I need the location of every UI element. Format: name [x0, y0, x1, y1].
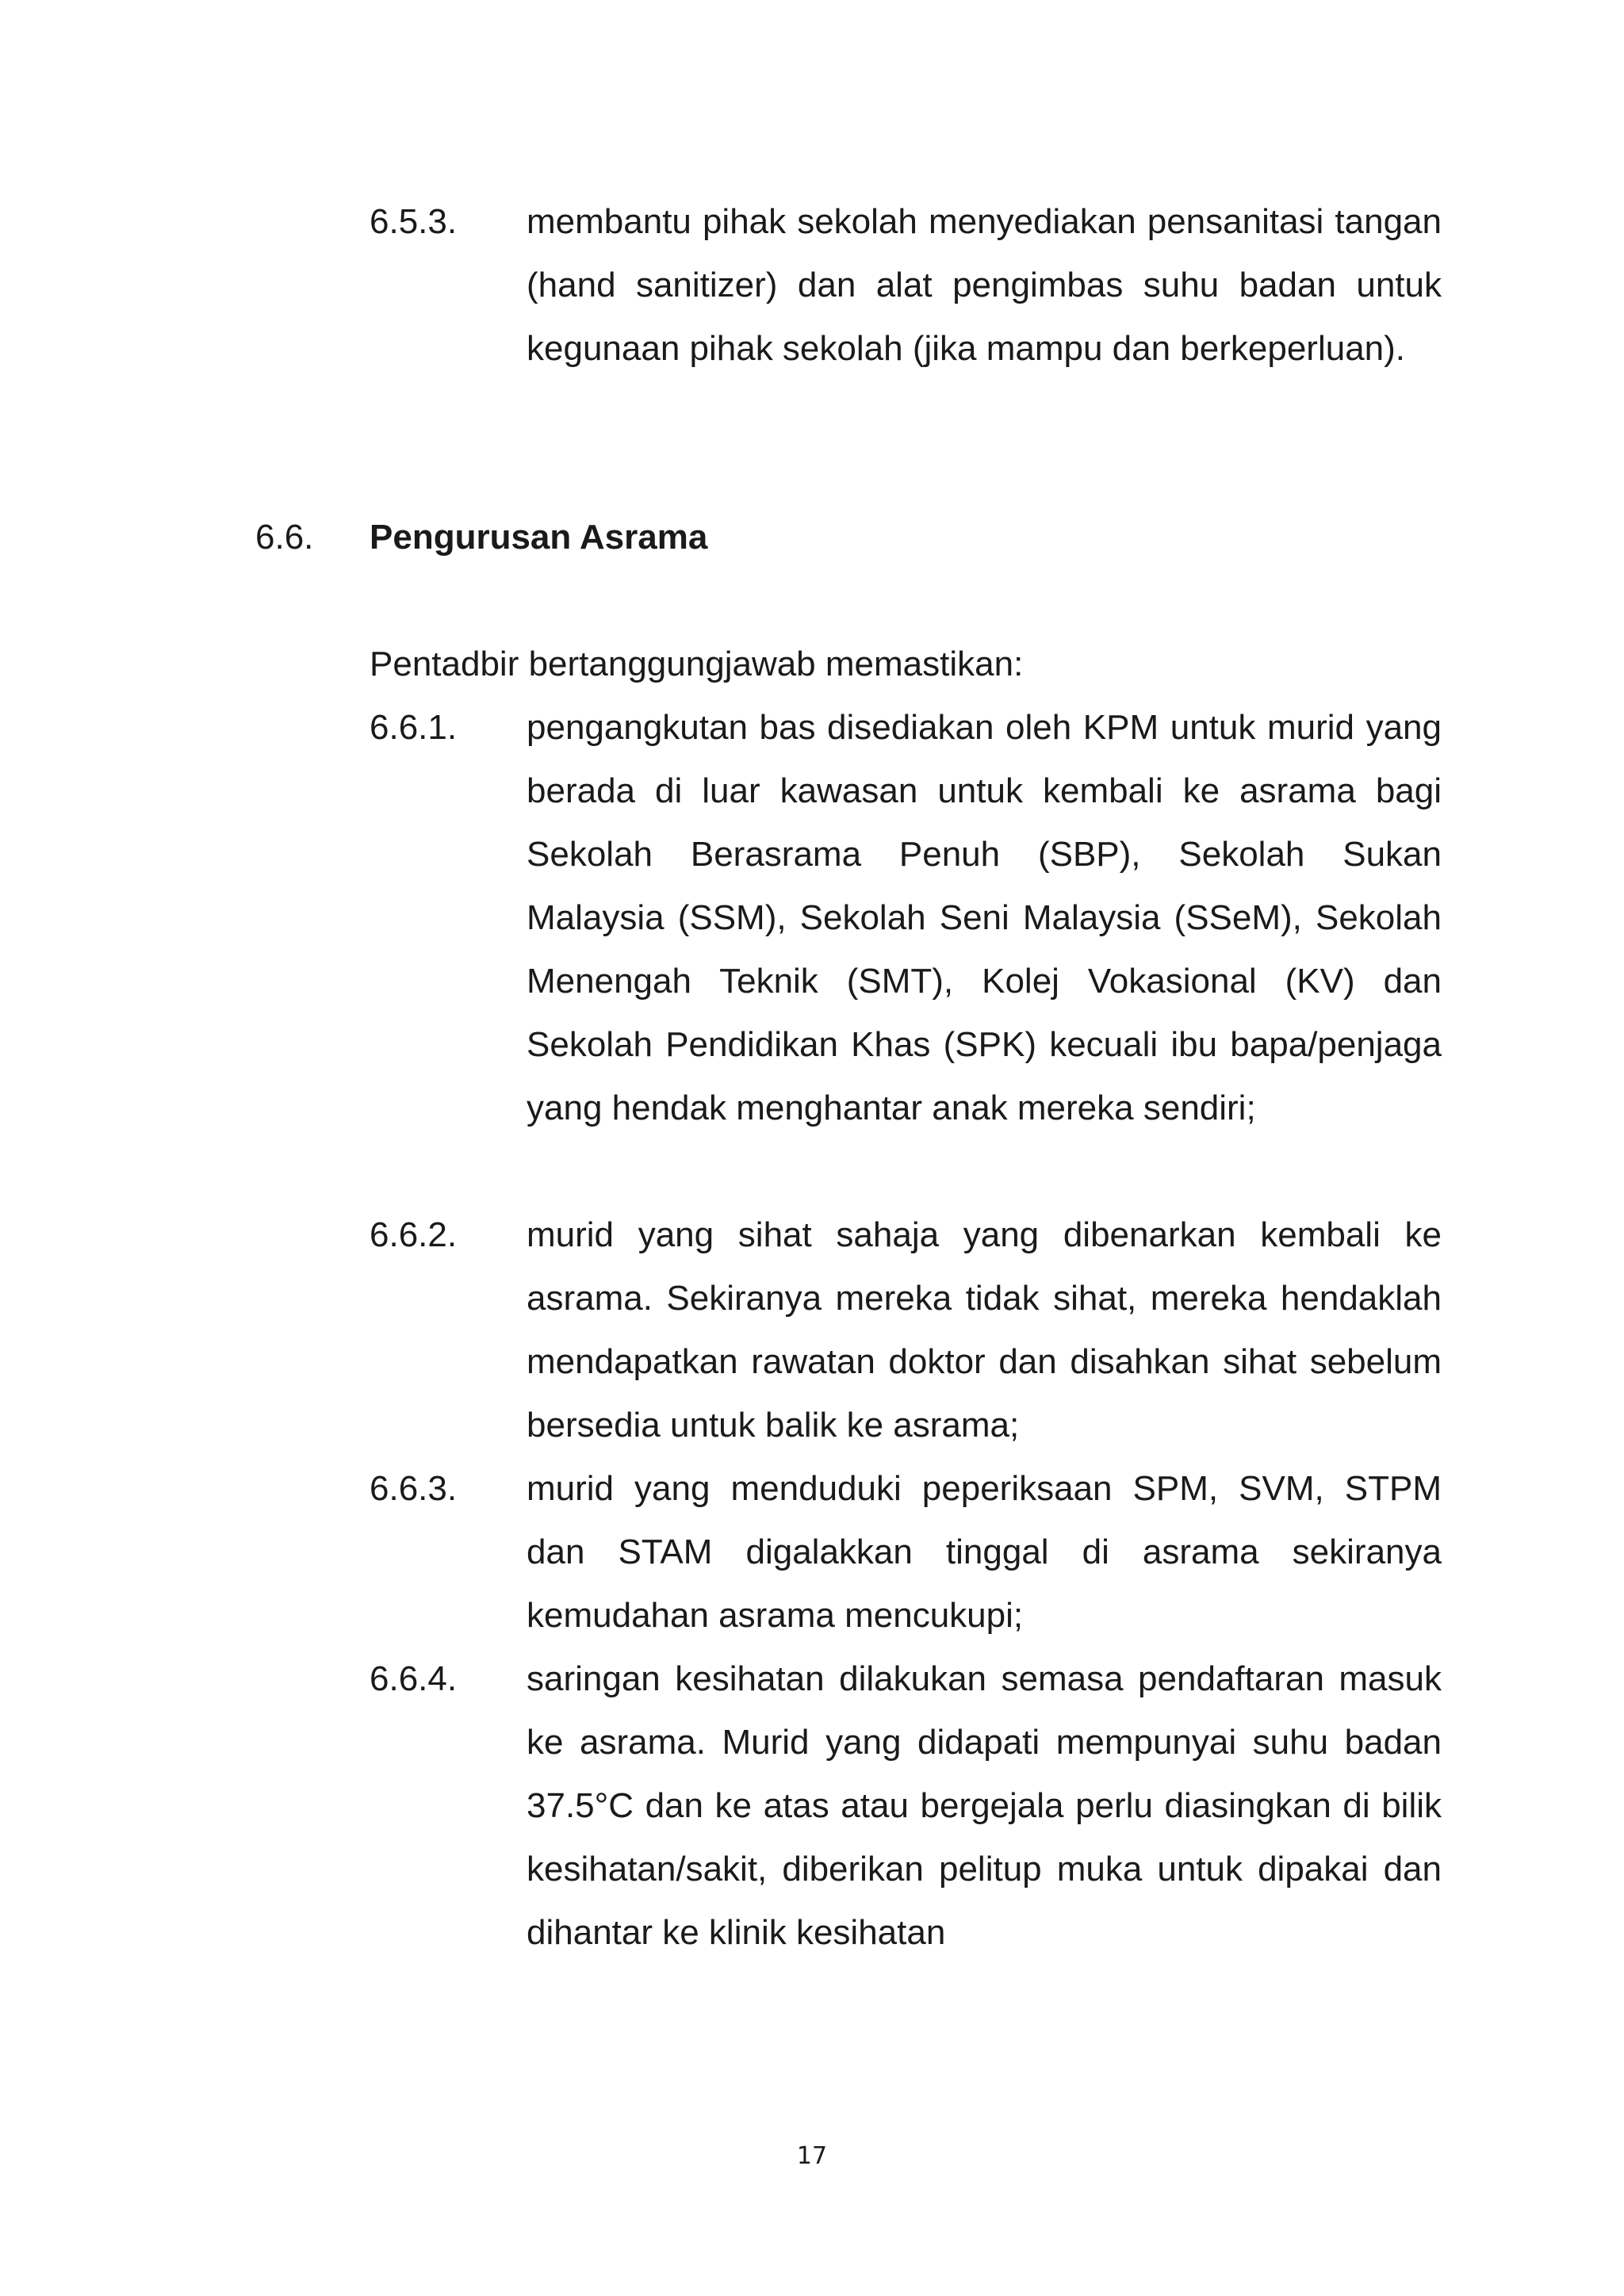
list-item-6-6-4: [370, 1647, 1442, 1965]
list-item-6-6-1: [370, 696, 1442, 1140]
item-text: saringan kesihatan dilakukan semasa pendaftaran masuk ke asrama. Murid yang didapati mempunyai suhu badan 37.5°C dan ke atas atau bergejala perlu diasingkan di bilik kesihatan/sakit, diberikan pelitup muka untuk dipakai dan dihantar ke klinik kesihatan: [527, 1659, 1442, 1952]
item-text: murid yang menduduki peperiksaan SPM, SVM, STPM dan STAM digalakkan tinggal di asrama sekiranya kemudahan asrama mencukupi;: [527, 1469, 1442, 1635]
item-number: 6.6.2.: [370, 1215, 458, 1254]
item-number: 6.6.3.: [370, 1469, 458, 1508]
section-number: 6.6.: [255, 518, 314, 557]
page-number: 17: [796, 2142, 828, 2170]
item-text: membantu pihak sekolah menyediakan pensanitasi tangan (hand sanitizer) dan alat pengimbas suhu badan untuk kegunaan pihak sekolah (jika mampu dan berkeperluan).: [527, 202, 1442, 368]
item-number: 6.6.4.: [370, 1659, 458, 1698]
item-text: pengangkutan bas disediakan oleh KPM untuk murid yang berada di luar kawasan untuk kembali ke asrama bagi Sekolah Berasrama Penuh (SBP), Sekolah Sukan Malaysia (SSM), Sekolah Seni Malaysia (SSeM), Sekolah Menengah Teknik (SMT), Kolej Vokasional (KV) dan Sekolah Pendidikan Khas (SPK) kecuali ibu bapa/penjaga yang hendak menghantar anak mereka sendiri;: [527, 708, 1442, 1127]
item-number: 6.6.1.: [370, 708, 458, 747]
list-item-6-6-3: [370, 1457, 1442, 1647]
section-title: Pengurusan Asrama: [370, 518, 708, 557]
section-intro: Pentadbir bertanggungjawab memastikan:: [370, 645, 1024, 683]
item-text: murid yang sihat sahaja yang dibenarkan kembali ke asrama. Sekiranya mereka tidak sihat, mereka hendaklah mendapatkan rawatan doktor dan disahkan sihat sebelum bersedia untuk balik ke asrama;: [527, 1215, 1442, 1445]
item-number: 6.5.3.: [370, 202, 458, 241]
list-item-6-5-3: [370, 190, 1442, 381]
list-item-6-6-2: [370, 1203, 1442, 1457]
